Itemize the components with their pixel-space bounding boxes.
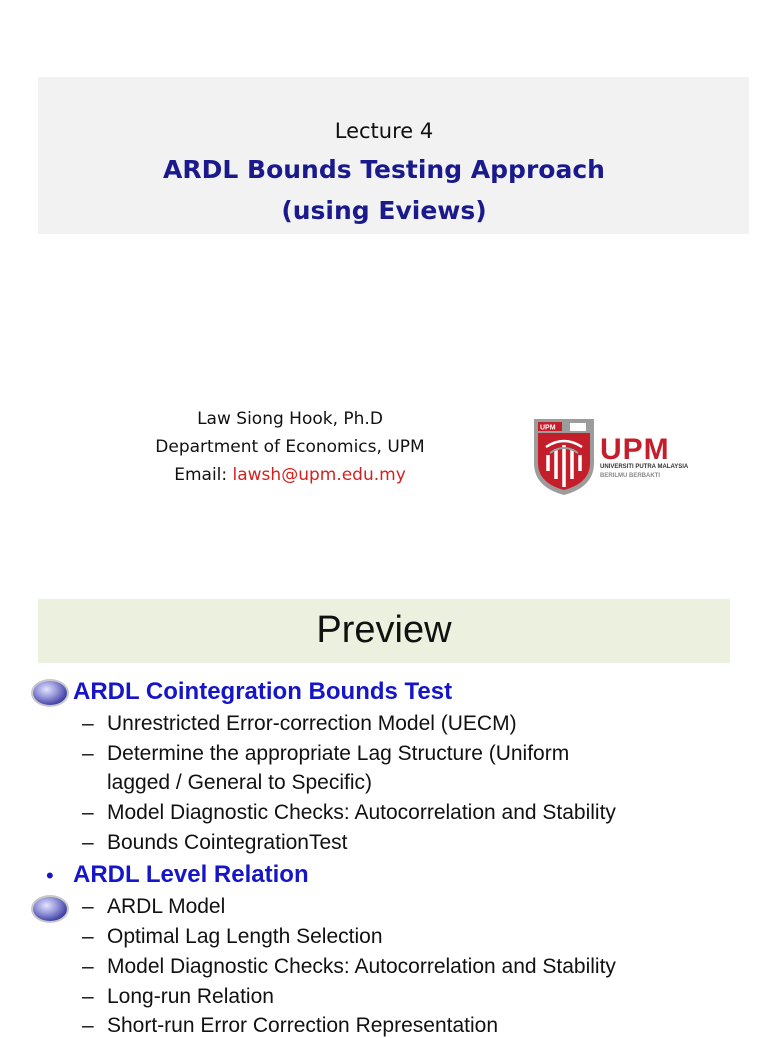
list-item: ARDL Model (107, 895, 226, 918)
dash-marker: – (82, 801, 94, 824)
logo-wordmark: UPM (600, 433, 670, 466)
bullet-orb-icon (33, 897, 67, 921)
author-email-line (120, 465, 460, 485)
preview-title: Preview (316, 609, 452, 651)
list-item-continuation: lagged / General to Specific) (107, 771, 372, 794)
author-name: Law Siong Hook, Ph.D (197, 409, 383, 429)
list-item: Optimal Lag Length Selection (107, 925, 383, 948)
dash-marker: – (82, 895, 94, 918)
dash-marker: – (82, 985, 94, 1008)
list-item: Determine the appropriate Lag Structure (Uniform (107, 742, 570, 765)
lecture-number: Lecture 4 (334, 119, 434, 143)
email-label: Email: (174, 465, 233, 485)
dash-marker: – (82, 925, 94, 948)
logo-badge-text: UPM (540, 424, 556, 432)
lecture-title-line2: (using Eviews) (281, 196, 487, 225)
list-item: Short-run Error Correction Representation (107, 1014, 499, 1037)
list-item: Unrestricted Error-correction Model (UECM) (107, 712, 517, 735)
dash-marker: – (82, 955, 94, 978)
list-item: Model Diagnostic Checks: Autocorrelation and Stability (107, 801, 616, 824)
dash-marker: – (82, 712, 94, 735)
logo-motto: BERILMU BERBAKTI (600, 473, 660, 479)
lecture-title-line1: ARDL Bounds Testing Approach (163, 155, 605, 184)
email-link[interactable]: lawsh@upm.edu.my (232, 465, 406, 485)
bullet-dot: • (46, 863, 54, 888)
logo-subtitle: UNIVERSITI PUTRA MALAYSIA (600, 464, 689, 470)
dash-marker: – (82, 742, 94, 765)
dash-marker: – (82, 1014, 94, 1037)
list-item: Long-run Relation (107, 985, 274, 1008)
bullet-orb-icon (33, 681, 67, 705)
section-heading-level-relation: ARDL Level Relation (73, 861, 309, 888)
author-department: Department of Economics, UPM (155, 437, 425, 457)
section-heading-bounds-test: ARDL Cointegration Bounds Test (73, 678, 453, 705)
list-item: Model Diagnostic Checks: Autocorrelation and Stability (107, 955, 616, 978)
list-item: Bounds CointegrationTest (107, 831, 348, 854)
dash-marker: – (82, 831, 94, 854)
